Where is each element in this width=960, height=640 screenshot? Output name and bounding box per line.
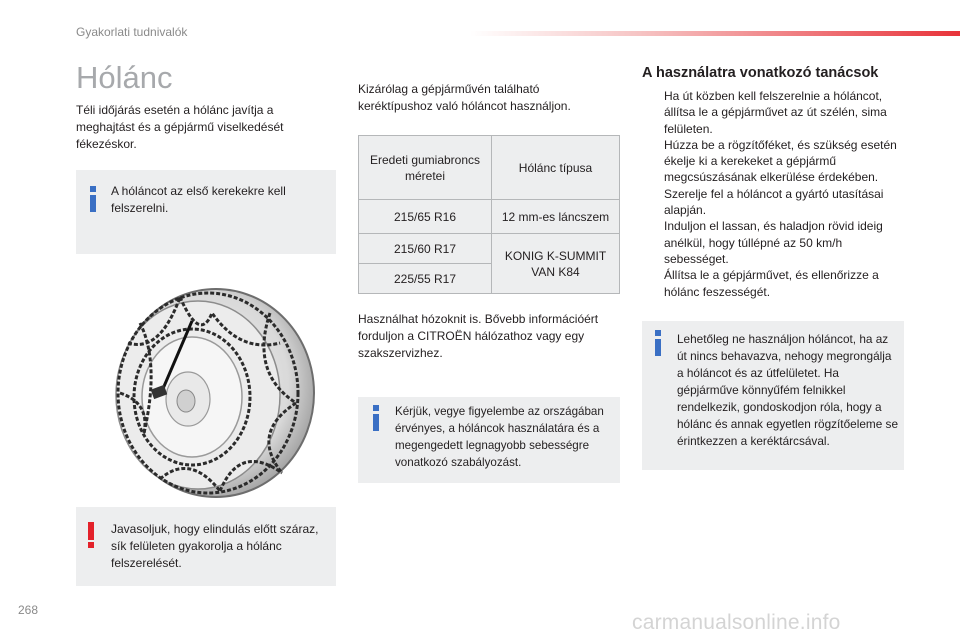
info-box-front-wheels xyxy=(76,170,336,254)
list-item xyxy=(642,218,904,267)
table-cell-size: 215/60 R17 xyxy=(359,234,492,264)
page-number: 268 xyxy=(18,603,39,617)
list-item-text: Induljon el lassan, és haladjon rövid ideig anélkül, hogy túllépné az 50 km/h sebességet. xyxy=(664,219,883,266)
info-box-regulations xyxy=(358,397,620,483)
info-icon xyxy=(650,330,666,356)
info-box-usage xyxy=(642,321,904,470)
list-item-text: Ha út közben kell felszerelnie a hóláncot, állítsa le a gépjárművet az út szélén, sima felületen. xyxy=(664,89,887,136)
tire-chain-table xyxy=(358,135,620,294)
list-item-text: Állítsa le a gépjárművet, és ellenőrizze a hólánc feszességét. xyxy=(664,268,879,299)
hozokni-text: Használhat hózoknit is. Bővebb információért forduljon a CITROËN hálózathoz vagy egy szakszervizhez. xyxy=(358,312,599,360)
header-accent-bar xyxy=(470,31,960,36)
info-text: Lehetőleg ne használjon hóláncot, ha az út nincs behavazva, nehogy megrongálja a hóláncot és az útfelületet. Ha gépjárműve könnyűfém felnikkel rendelkezik, gondoskodjon róla, hogy a hólánc és annak egyetlen rögzítőeleme se érintkezzen a keréktárcsával. xyxy=(677,332,899,448)
table-cell-size: 215/65 R16 xyxy=(359,200,492,234)
keretipus-text: Kizárólag a gépjárművén található keréktípushoz való hóláncot használjon. xyxy=(358,82,571,113)
intro-text: Téli időjárás esetén a hólánc javítja a meghajtást és a gépjármű viselkedését fékezéskor. xyxy=(76,103,284,151)
page-title: Hólánc xyxy=(76,60,173,95)
list-item xyxy=(642,267,904,300)
info-icon xyxy=(368,405,384,431)
list-item xyxy=(642,88,904,137)
table-row xyxy=(359,234,620,264)
table-header-tire-size: Eredeti gumiabroncs méretei xyxy=(359,136,492,200)
section-title: Gyakorlati tudnivalók xyxy=(76,25,188,39)
table-cell-chain: KONIG K-SUMMIT VAN K84 xyxy=(492,234,620,294)
table-cell-size: 225/55 R17 xyxy=(359,264,492,294)
list-item-text: Szerelje fel a hóláncot a gyártó utasításai alapján. xyxy=(664,186,884,218)
info-text: A hóláncot az első kerekekre kell felszerelni. xyxy=(111,184,286,215)
list-item xyxy=(642,137,904,186)
table-header-chain-type: Hólánc típusa xyxy=(492,136,620,200)
warning-box xyxy=(76,507,336,586)
list-item-text: Húzza be a rögzítőféket, és szükség esetén ékelje ki a kerekeket a gépjármű megcsúszásának elkerülése érdekében. xyxy=(664,137,897,185)
warning-icon xyxy=(86,522,96,548)
snow-chain-illustration xyxy=(100,283,318,501)
advice-list xyxy=(642,88,904,300)
warning-text: Javasoljuk, hogy elindulás előtt száraz, sík felületen gyakorolja a hólánc felszerelését. xyxy=(111,522,319,570)
advice-heading: A használatra vonatkozó tanácsok xyxy=(642,65,879,81)
info-icon xyxy=(85,186,101,212)
table-row xyxy=(359,200,620,234)
info-text: Kérjük, vegye figyelembe az országában érvényes, a hóláncok használatára és a megengedett legnagyobb sebességre vonatkozó szabályozást. xyxy=(395,405,604,469)
watermark: carmanualsonline.info xyxy=(632,611,841,634)
table-cell-chain: 12 mm-es láncszem xyxy=(492,200,620,234)
list-item xyxy=(642,186,904,219)
